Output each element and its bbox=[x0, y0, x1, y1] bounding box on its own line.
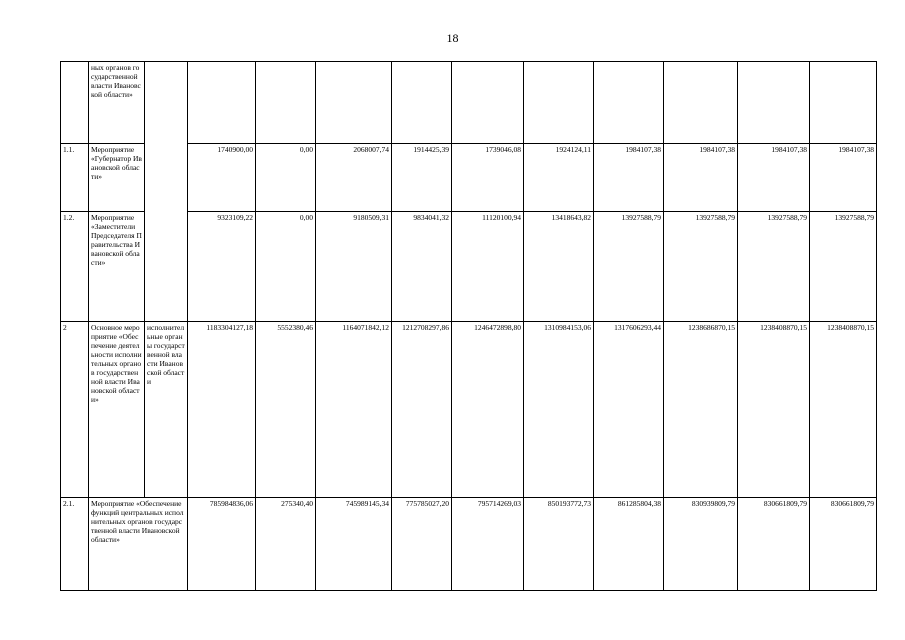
cell-value bbox=[316, 62, 392, 144]
cell-value: 13927588,79 bbox=[594, 212, 664, 322]
cell-value: 1924124,11 bbox=[524, 144, 594, 212]
cell-value: 1984107,38 bbox=[810, 144, 877, 212]
row-executor bbox=[145, 62, 188, 322]
cell-value: 1984107,38 bbox=[664, 144, 738, 212]
cell-value: 1914425,39 bbox=[392, 144, 452, 212]
row-name: Основное мероприятие «Обеспечение деятельности исполнительных органов государственной власти Ивановской области» bbox=[89, 322, 145, 498]
row-name: Мероприятие «Заместители Председателя Правительства Ивановской области» bbox=[89, 212, 145, 322]
cell-value: 1246472898,80 bbox=[452, 322, 524, 498]
row-name: Мероприятие «Обеспечение функций центральных исполнительных органов государственной власти Ивановской области» bbox=[89, 498, 188, 591]
cell-value: 5552380,46 bbox=[256, 322, 316, 498]
cell-value: 1317606293,44 bbox=[594, 322, 664, 498]
cell-value: 1238408870,15 bbox=[810, 322, 877, 498]
cell-value bbox=[392, 62, 452, 144]
cell-value: 1238686870,15 bbox=[664, 322, 738, 498]
cell-value: 2068007,74 bbox=[316, 144, 392, 212]
table-row bbox=[61, 322, 877, 498]
cell-value bbox=[524, 62, 594, 144]
cell-value: 9180509,31 bbox=[316, 212, 392, 322]
cell-value: 830661809,79 bbox=[738, 498, 810, 591]
cell-value: 275340,40 bbox=[256, 498, 316, 591]
cell-value: 1183304127,18 bbox=[188, 322, 256, 498]
cell-value: 13418643,82 bbox=[524, 212, 594, 322]
cell-value: 850193772,73 bbox=[524, 498, 594, 591]
row-number: 2.1. bbox=[61, 498, 89, 591]
row-name: Мероприятие «Губернатор Ивановской области» bbox=[89, 144, 145, 212]
cell-value: 13927588,79 bbox=[738, 212, 810, 322]
cell-value: 1164071842,12 bbox=[316, 322, 392, 498]
cell-value: 775785027,20 bbox=[392, 498, 452, 591]
row-executor: исполнительные органы государственной власти Ивановской области bbox=[145, 322, 188, 498]
cell-value: 9834041,32 bbox=[392, 212, 452, 322]
row-number: 1.2. bbox=[61, 212, 89, 322]
cell-value: 785984836,06 bbox=[188, 498, 256, 591]
cell-value: 9323109,22 bbox=[188, 212, 256, 322]
row-name: ных органов государственной власти Ивановской области» bbox=[89, 62, 145, 144]
cell-value bbox=[452, 62, 524, 144]
cell-value: 1740900,00 bbox=[188, 144, 256, 212]
cell-value: 13927588,79 bbox=[664, 212, 738, 322]
cell-value: 0,00 bbox=[256, 144, 316, 212]
cell-value: 1310984153,06 bbox=[524, 322, 594, 498]
cell-value: 1212708297,86 bbox=[392, 322, 452, 498]
cell-value bbox=[188, 62, 256, 144]
cell-value bbox=[664, 62, 738, 144]
budget-table bbox=[60, 61, 877, 591]
cell-value: 13927588,79 bbox=[810, 212, 877, 322]
cell-value bbox=[738, 62, 810, 144]
table-row bbox=[61, 498, 877, 591]
cell-value: 861285804,38 bbox=[594, 498, 664, 591]
cell-value: 745989145,34 bbox=[316, 498, 392, 591]
table-row bbox=[61, 62, 877, 144]
row-number: 2 bbox=[61, 322, 89, 498]
cell-value: 795714269,03 bbox=[452, 498, 524, 591]
cell-value: 830661809,79 bbox=[810, 498, 877, 591]
cell-value: 1984107,38 bbox=[738, 144, 810, 212]
cell-value: 1238408870,15 bbox=[738, 322, 810, 498]
cell-value: 830939809,79 bbox=[664, 498, 738, 591]
cell-value bbox=[810, 62, 877, 144]
cell-value: 11120100,94 bbox=[452, 212, 524, 322]
cell-value: 0,00 bbox=[256, 212, 316, 322]
row-number: 1.1. bbox=[61, 144, 89, 212]
cell-value bbox=[594, 62, 664, 144]
page-number: 18 bbox=[446, 31, 459, 45]
cell-value: 1984107,38 bbox=[594, 144, 664, 212]
cell-value bbox=[256, 62, 316, 144]
row-number bbox=[61, 62, 89, 144]
cell-value: 1739046,08 bbox=[452, 144, 524, 212]
